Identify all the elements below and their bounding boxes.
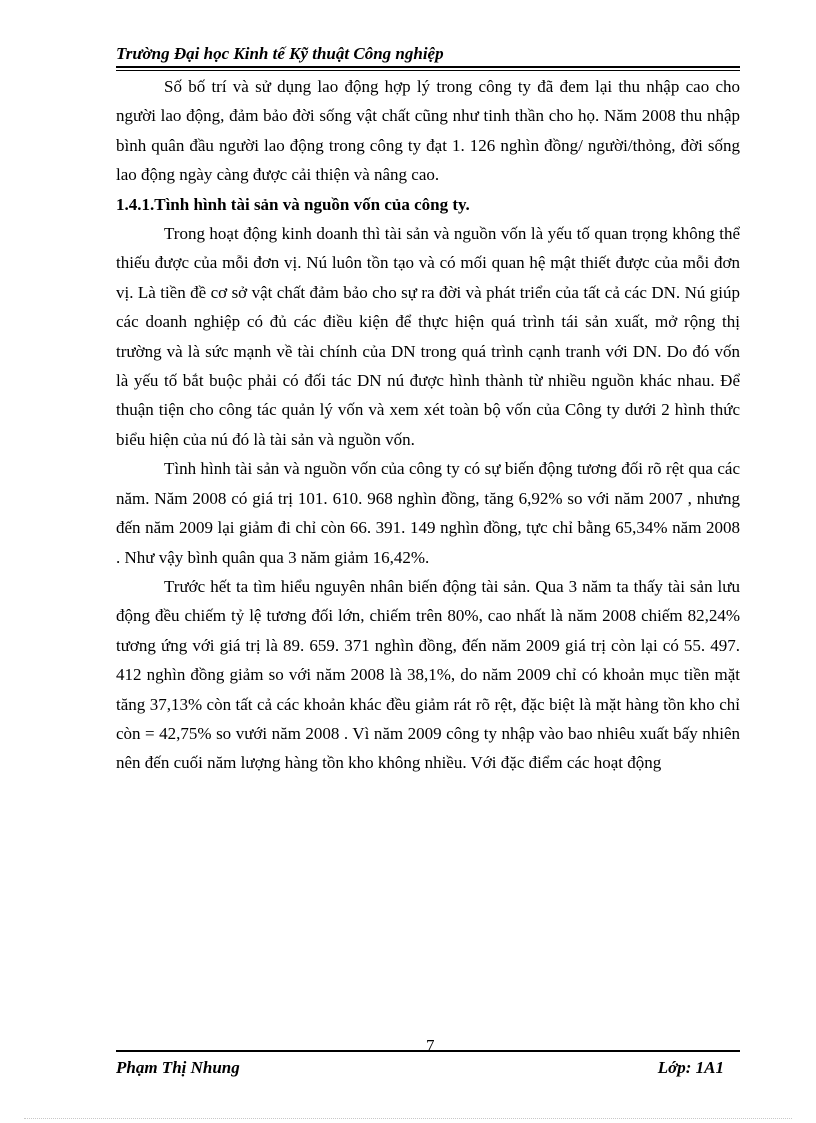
paragraph-assets-causes: Trước hết ta tìm hiểu nguyên nhân biến động tài sản. Qua 3 năm ta thấy tài sản lưu động đều chiếm tỷ lệ tương đối lớn, chiếm trên 80%, cao nhất là năm 2008 chiếm 82,24% tương ứng với giá trị là 89. 659. 371 nghìn đồng, đến năm 2009 giá trị còn lại có 55. 497. 412 nghìn đồng giảm so với năm 2008 là 38,1%, do năm 2009 chỉ có khoản mục tiền mặt tăng 37,13% còn tất cả các khoản khác đều giảm rát rõ rệt, đặc biệt là mặt hàng tồn kho chỉ còn = 42,75% so vưới năm 2008 . Vì năm 2009 công ty nhập vào bao nhiêu xuất bấy nhiên nên đến cuối năm lượng hàng tồn kho không nhiều. Với đặc điểm các hoạt động (116, 576, 740, 773)
page-footer (116, 1036, 740, 1080)
page-header (116, 44, 740, 71)
footer-author: Phạm Thị Nhung (116, 1058, 240, 1077)
document-body (116, 72, 740, 778)
paragraph-assets-intro: Trong hoạt động kinh doanh thì tài sản và nguồn vốn là yếu tố quan trọng không thể thiếu được của mỗi đơn vị. Nú luôn tồn tạo và có mối quan hệ mật thiết được của mỗi đơn vị. Là tiền đề cơ sở vật chất đảm bảo cho sự ra đời và phát triển của tất cả các DN. Nú giúp các doanh nghiệp có đủ các điều kiện để thực hiện quá trình tái sản xuất, mở rộng thị trường và là sức mạnh về tài chính của DN trong quá trình cạnh tranh với DN. Do đó vốn là yếu tố bắt buộc phải có đối tác DN nú được hình thành từ nhiều nguồn khác nhau. Để thuận tiện cho công tác quản lý vốn và xem xét toàn bộ vốn của Công ty dưới 2 hình thức biểu hiện của nú đó là tài sản và nguồn vốn. (116, 224, 740, 449)
section-heading-assets: 1.4.1.Tình hình tài sản và nguồn vốn của công ty. (116, 194, 470, 214)
page-number: 7 (426, 1036, 435, 1055)
footer-class: Lớp: 1A1 (657, 1058, 724, 1077)
page-edge-divider (24, 1118, 792, 1119)
header-rule-thin (116, 70, 740, 71)
header-title: Trường Đại học Kinh tế Kỹ thuật Công nghiệp (116, 44, 444, 63)
paragraph-assets-trend: Tình hình tài sản và nguồn vốn của công ty có sự biến động tương đối rõ rệt qua các năm. Năm 2008 có giá trị 101. 610. 968 nghìn đồng, tăng 6,92% so với năm 2007 , nhưng đến năm 2009 lại giảm đi chỉ còn 66. 391. 149 nghìn đồng, tực chỉ bằng 65,34% năm 2008 . Như vậy bình quân qua 3 năm giảm 16,42%. (116, 459, 740, 567)
paragraph-income: Số bố trí và sử dụng lao động hợp lý trong công ty đã đem lại thu nhập cao cho người lao động, đảm bảo đời sống vật chất cũng như tinh thần cho họ. Năm 2008 thu nhập bình quân đầu người lao động trong công ty đạt 1. 126 nghìn đồng/ người/thỏng, đời sống lao động ngày càng được cải thiện và nâng cao. (116, 77, 740, 185)
header-rule-thick (116, 66, 740, 68)
